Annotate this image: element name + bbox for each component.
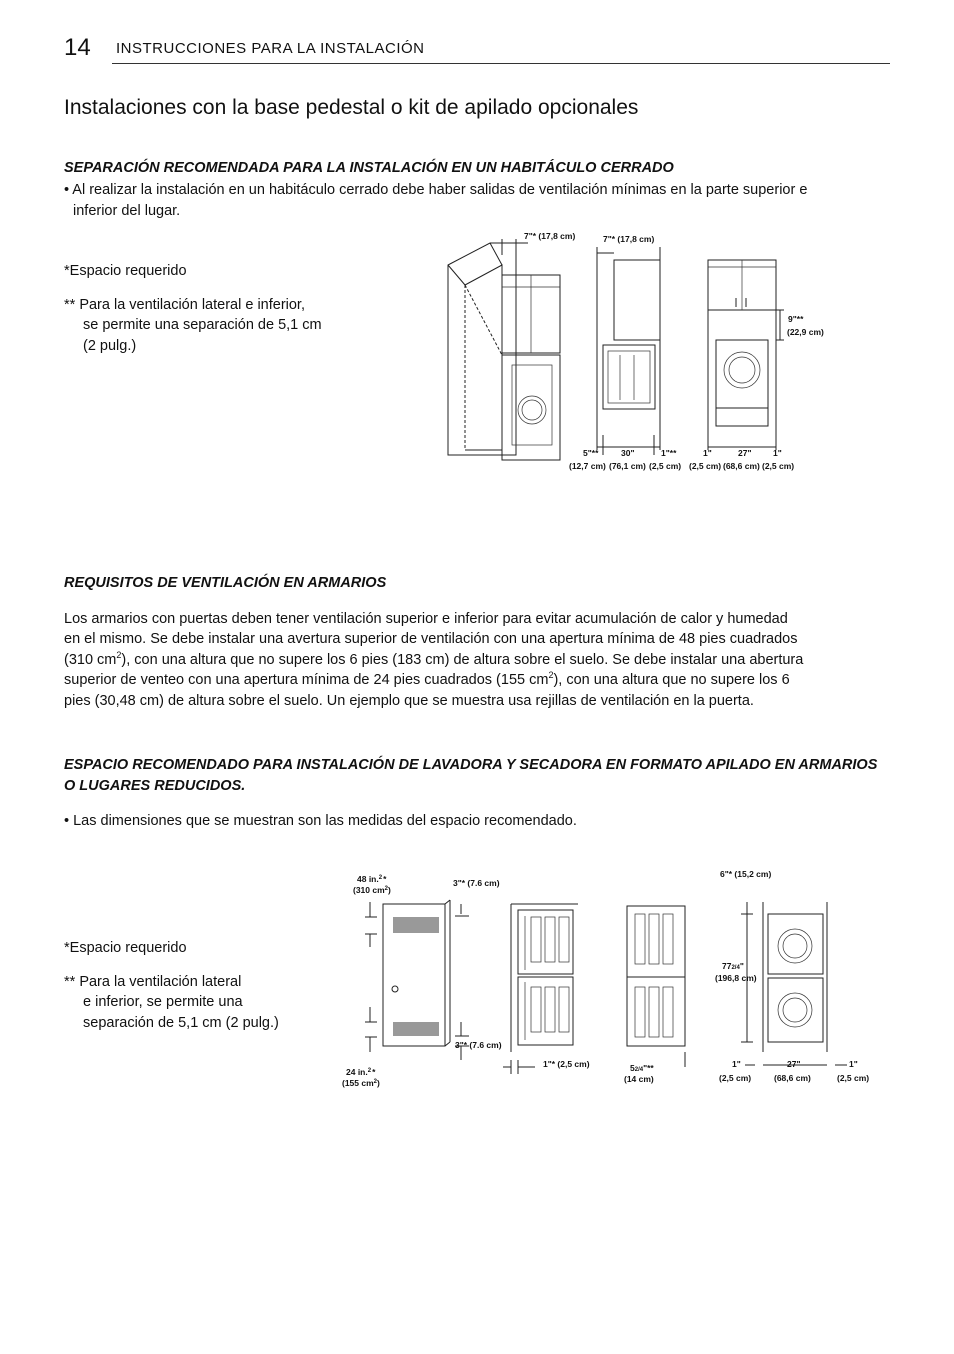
section1-heading: SEPARACIÓN RECOMENDADA PARA LA INSTALACIÓN EN UN HABITÁCULO CERRADO [64,160,674,176]
section1-note2-line2: se permite una separación de 5,1 cm [83,317,322,333]
section3-heading-line1: ESPACIO RECOMENDADO PARA INSTALACIÓN DE LAVADORA Y SECADORA EN FORMATO APILADO EN ARMARIOS [64,757,878,773]
dim-30-cm-label: (76,1 cm) [609,461,646,471]
vent-bottom-cm-label: (155 $cm^2$) [342,1078,380,1088]
dim-1a-cm-label: (2,5 cm) [649,461,682,471]
width-27-label: 27" [787,1059,801,1069]
top-gap-label: 6"* (15,2 cm) [720,869,772,879]
section3-bullet: • Las dimensiones que se muestran son las medidas del espacio recomendado. [64,813,577,829]
section1-bullet-line2: inferior del lugar. [73,203,181,219]
dim-1c-label: 1" [773,448,782,458]
stacked-closet-diagram [335,862,880,1097]
dim-5-label: 5"** [583,448,599,458]
vent-top-label: 48 in.$^2$* [357,874,387,884]
vent-bottom-label: 24 in.$^2$* [346,1067,376,1077]
height-cm-label: (196,8 cm) [715,973,757,983]
dim-1b-cm-label: (2,5 cm) [689,461,722,471]
top-mid-gap-label: 7"* (17,8 cm) [603,234,655,244]
width-1-cm-label: (2,5 cm) [719,1073,752,1083]
section3-heading-line2: O LUGARES REDUCIDOS. [64,778,246,794]
dim-1c-cm-label: (2,5 cm) [762,461,795,471]
section1-note-required: *Espacio requerido [64,263,187,279]
section1-note2-line1: ** Para la ventilación lateral e inferior, [64,297,305,313]
section1-bullet-line1: • Al realizar la instalación en un habitáculo cerrado debe haber salidas de ventilación mínimas en la parte superior e [64,182,808,198]
back-gap-cm-label: (14 cm) [624,1074,654,1084]
back-gap-label: 52/4"** [630,1063,654,1073]
width-1b-label: 1" [849,1059,858,1069]
bottom-vent-grille [393,1022,439,1036]
vented-door-drawing [365,900,469,1060]
front-view-drawing [708,260,784,450]
section2-line2: en el mismo. Se debe instalar una avertura superior de ventilación con una apertura mínima de 48 pies cuadrados [64,631,798,647]
section-header: INSTRUCCIONES PARA LA INSTALACIÓN [116,40,425,57]
top-vent-grille [393,917,439,933]
dim-1b-label: 1" [703,448,712,458]
dim-27-label: 27" [738,448,752,458]
dim-1a-label: 1"** [661,448,677,458]
section3-note2-line3: separación de 5,1 cm (2 pulg.) [83,1015,279,1031]
right-gap-label: 9"** [788,314,804,324]
height-label: 772/4" [722,961,744,971]
gap-top-label: 3"* (7.6 cm) [453,878,500,888]
dim-30-label: 30" [621,448,635,458]
header-rule [112,63,890,64]
side-gap-label: 1"* (2,5 cm) [543,1059,590,1069]
page-title: Instalaciones con la base pedestal o kit de apilado opcionales [64,96,639,119]
top-left-gap-label: 7"* (17,8 cm) [524,231,576,241]
section2-line5: pies (30,48 cm) de altura sobre el suelo. Un ejemplo que se muestra usa rejillas de ventilación en la puerta. [64,693,754,709]
section3-note2-line2: e inferior, se permite una [83,994,243,1010]
section3-note2-line1: ** Para la ventilación lateral [64,974,242,990]
width-1-label: 1" [732,1059,741,1069]
dim-27-cm-label: (68,6 cm) [723,461,760,471]
dim-5-cm-label: (12,7 cm) [569,461,606,471]
stacked-front-drawing [741,902,847,1065]
width-1b-cm-label: (2,5 cm) [837,1073,870,1083]
width-27-cm-label: (68,6 cm) [774,1073,811,1083]
right-gap-cm-label: (22,9 cm) [787,327,824,337]
section2-heading: REQUISITOS DE VENTILACIÓN EN ARMARIOS [64,575,387,591]
vent-top-cm-label: (310 $cm^2$) [353,885,391,895]
section3-note-required: *Espacio requerido [64,940,187,956]
gap-bottom-label: 3"* (7.6 cm) [455,1040,502,1050]
side-view-drawing [597,247,660,455]
section2-line3: (310 $cm^2$), con una altura que no supere los 6 pies (183 cm) de altura sobre el suelo. Se debe instalar una abertura [64,650,804,668]
section2-line1: Los armarios con puertas deben tener ventilación superior e inferior para evitar acumulación de calor y humedad [64,611,788,627]
stacked-side-drawing [627,906,685,1067]
section2-line4: superior de venteo con una apertura mínima de 24 pies cuadrados (155 $cm^2$), con una altura que no supere los 6 [64,670,790,688]
section1-note2-line3: (2 pulg.) [83,338,137,354]
closet-perspective-drawing [448,239,560,460]
closet-clearance-diagram [440,225,824,480]
page-number: 14 [64,34,91,61]
stacked-perspective-drawing [503,904,578,1074]
